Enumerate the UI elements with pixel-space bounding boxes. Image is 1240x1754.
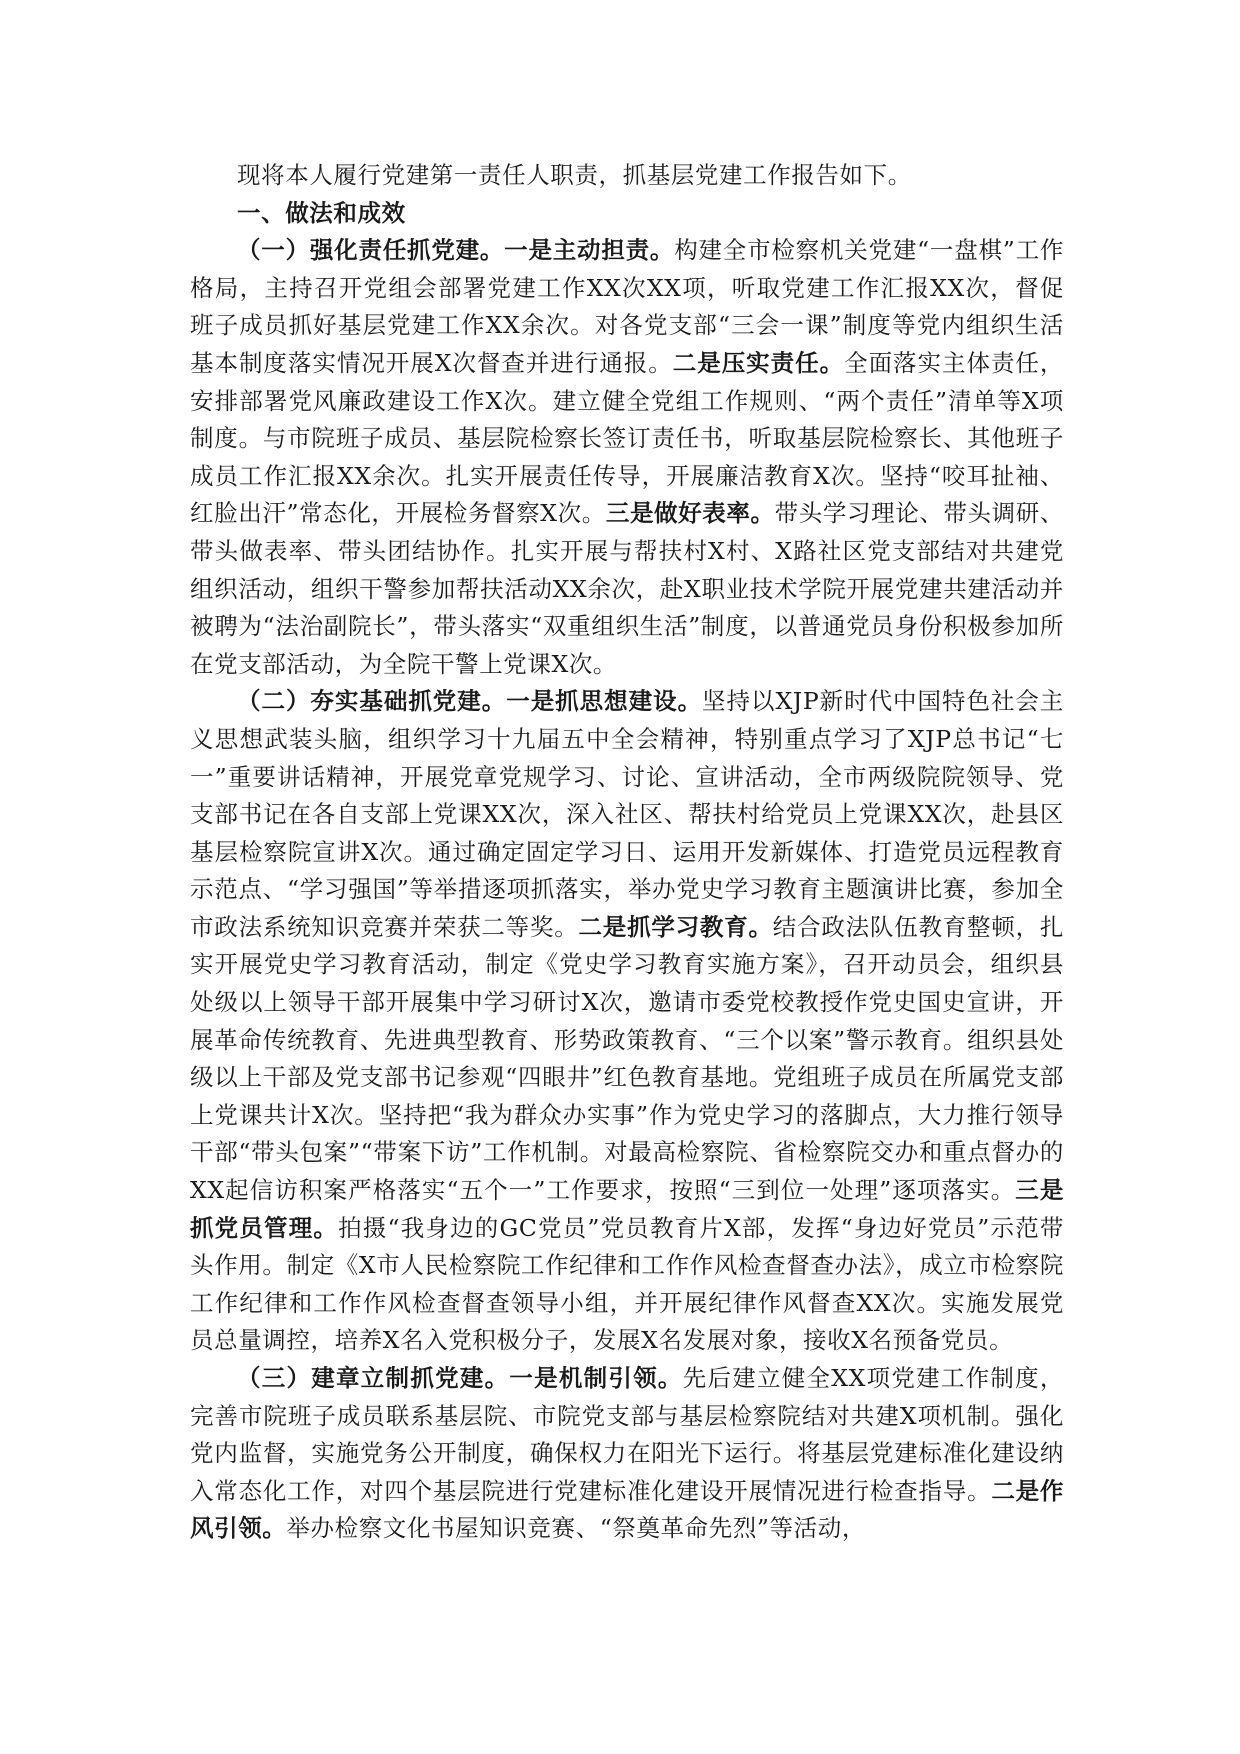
- intro-text: 现将本人履行党建第一责任人职责，抓基层党建工作报告如下。: [237, 161, 912, 189]
- paragraph-subheading: 三是抓党员管理。: [190, 1176, 1064, 1242]
- paragraph-text: 拍摄“我身边的GC党员”党员教育片X部，发挥“身边好党员”示范带头作用。制定《X市人民检察院工作纪律和工作作风检查督查办法》，成立市检察院工作纪律和工作作风检查督查领导小组，并开展纪律作风督查XX次。实施发展党员总量调控，培养X名入党积极分子，发展X名发展对象，接收X名预备党员。: [190, 1213, 1064, 1355]
- paragraph-text: 坚持以XJP新时代中国特色社会主义思想武装头脑，组织学习十九届五中全会精神，特别重点学习了XJP总书记“七一”重要讲话精神，开展党章党规学习、讨论、宣讲活动，全市两级院院领导、党支部书记在各自支部上党课XX次，深入社区、帮扶村给党员上党课XX次，赴县区基层检察院宣讲X次。通过确定固定学习日、运用开发新媒体、打造党员远程教育示范点、“学习强国”等举措逐项抓落实，举办党史学习教育主题演讲比赛，参加全市政法系统知识竞赛并荣获二等奖。: [190, 687, 1064, 941]
- section-heading: 一、做法和成效: [237, 198, 406, 227]
- paragraph-subheading: 二是抓学习教育。: [578, 912, 773, 941]
- paragraph-responsibility: [190, 232, 1064, 683]
- paragraph-text: 全面落实主体责任，安排部署党风廉政建设工作X次。建立健全党组工作规则、“两个责任”清单等X项制度。与市院班子成员、基层院检察长签订责任书，听取基层院检察长、其他班子成员工作汇报XX余次。扎实开展责任传导，开展廉洁教育X次。坚持“咬耳扯袖、红脸出汗”常态化，开展检务督察X次。: [190, 348, 1065, 528]
- paragraph-foundation: [190, 683, 1064, 1360]
- paragraph-subheading: 二是作风引领。: [190, 1476, 1064, 1543]
- paragraph-lead: （二）夯实基础抓党建。一是抓思想建设。: [237, 687, 703, 716]
- paragraph-institutions: [190, 1360, 1064, 1548]
- intro-paragraph: [190, 157, 1064, 195]
- paragraph-text: 带头学习理论、带头调研、带头做表率、带头团结协作。扎实开展与帮扶村X村、X路社区党支部结对共建党组织活动，组织干警参加帮扶活动XX余次，赴X职业技术学院开展党建共建活动并被聘为“法治副院长”，带头落实“双重组织生活”制度，以普通党员身份积极参加所在党支部活动，为全院干警上党课X次。: [190, 499, 1065, 678]
- paragraph-text: 结合政法队伍教育整顿，扎实开展党史学习教育活动，制定《党史学习教育实施方案》，召开动员会，组织县处级以上领导干部开展集中学习研讨X次，邀请市委党校教授作党史国史宣讲，开展革命传统教育、先进典型教育、形势政策教育、“三个以案”警示教育。组织县处级以上干部及党支部书记参观“四眼井”红色教育基地。党组班子成员在所属党支部上党课共计X次。坚持把“我为群众办实事”作为党史学习的落脚点，大力推行领导干部“带头包案”“带案下访”工作机制。对最高检察院、省检察院交办和重点督办的XX起信访积案严格落实“五个一”工作要求，按照“三到位一处理”逐项落实。: [190, 912, 1064, 1205]
- paragraph-text: 举办检察文化书屋知识竞赛、“祭奠革命先烈”等活动，: [286, 1514, 866, 1543]
- paragraph-text: 构建全市检察机关党建“一盘棋”工作格局，主持召开党组会部署党建工作XX次XX项，听取党建工作汇报XX次，督促班子成员抓好基层党建工作XX余次。对各党支部“三会一课”制度等党内组织生活基本制度落实情况开展X次督查并进行通报。: [190, 236, 1064, 377]
- paragraph-lead: （三）建章立制抓党建。一是机制引领。: [237, 1364, 683, 1392]
- paragraph-subheading: 二是压实责任。: [672, 348, 845, 377]
- paragraph-text: 先后建立健全XX项党建工作制度，完善市院班子成员联系基层院、市院党支部与基层检察院结对共建X项机制。强化党内监督，实施党务公开制度，确保权力在阳光下运行。将基层党建标准化建设纳入常态化工作，对四个基层院进行党建标准化建设开展情况进行检查指导。: [190, 1364, 1064, 1505]
- document-body: [190, 157, 1064, 1548]
- paragraph-lead: （一）强化责任抓党建。一是主动担责。: [237, 236, 675, 265]
- paragraph-subheading: 三是做好表率。: [605, 499, 775, 528]
